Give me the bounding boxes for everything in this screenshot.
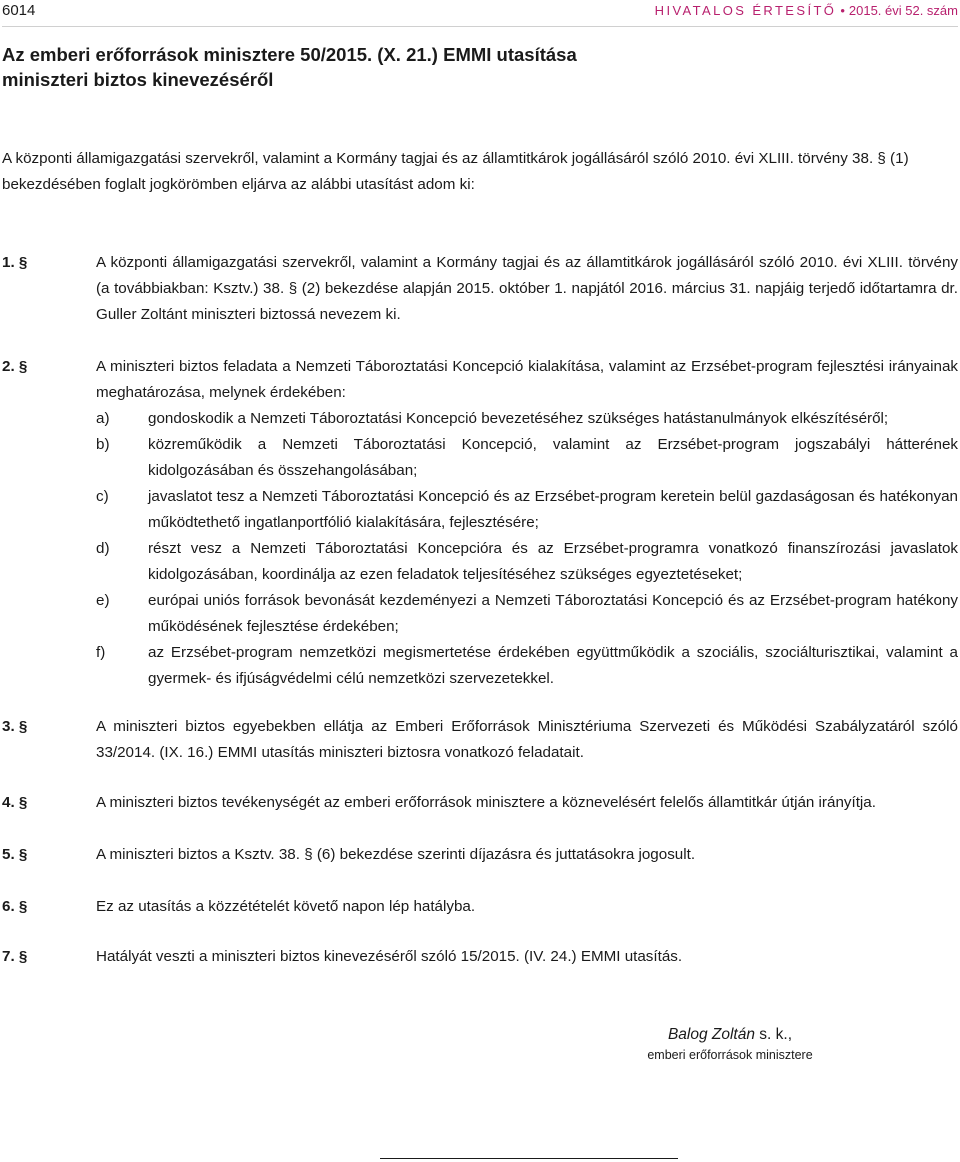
point-letter: d)	[96, 540, 110, 557]
section-number: 4. §	[2, 794, 28, 811]
journal-name: HIVATALOS ÉRTESÍTŐ	[654, 3, 837, 18]
point-letter: b)	[96, 436, 110, 453]
title-line-1: Az emberi erőforrások minisztere 50/2015. (X. 21.) EMMI utasítása	[2, 44, 577, 65]
point-letter: f)	[96, 644, 106, 661]
point-f	[96, 640, 958, 692]
point-letter: a)	[96, 410, 110, 427]
header-separator: •	[840, 3, 845, 18]
page-header	[2, 0, 958, 27]
section-number: 2. §	[2, 358, 28, 375]
title-line-2: miniszteri biztos kinevezéséről	[2, 69, 274, 90]
document-title	[2, 42, 702, 92]
section-number: 1. §	[2, 254, 28, 271]
point-text: gondoskodik a Nemzeti Táboroztatási Koncepció bevezetéséhez szükséges hatástanulmányok elkészítéséről;	[148, 410, 889, 427]
section-4	[2, 790, 958, 816]
page-number: 6014	[2, 2, 36, 19]
section-text: A miniszteri biztos feladata a Nemzeti Táboroztatási Koncepció kialakítása, valamint az Erzsébet-program fejlesztési irányainak meghatározása, melynek érdekében:	[96, 358, 958, 401]
point-letter: c)	[96, 488, 109, 505]
point-text: közreműködik a Nemzeti Táboroztatási Koncepció, valamint az Erzsébet-program jogszabályi hátterének kidolgozásában és összehangolásában;	[148, 436, 958, 479]
section-text: Ez az utasítás a közzétételét követő napon lép hatályba.	[96, 898, 476, 915]
point-d	[96, 536, 958, 588]
point-c	[96, 484, 958, 536]
point-e	[96, 588, 958, 640]
section-number: 6. §	[2, 898, 28, 915]
section-5	[2, 842, 958, 868]
section-3	[2, 714, 958, 766]
point-text: részt vesz a Nemzeti Táboroztatási Koncepcióra és az Erzsébet-programra vonatkozó finanszírozási javaslatok kidolgozásában, koordinálja az ezen feladatok teljesítéséhez szükséges egyeztetéseket;	[148, 540, 958, 583]
signature-name-line	[560, 1026, 900, 1044]
signature-suffix: s. k.,	[754, 1026, 793, 1043]
footnote-divider	[380, 1158, 678, 1159]
point-letter: e)	[96, 592, 110, 609]
section-text: A miniszteri biztos egyebekben ellátja az Emberi Erőforrások Minisztériuma Szervezeti és Működési Szabályzatáról szóló 33/2014. (IX. 16.) EMMI utasítás miniszteri biztosra vonatkozó feladatait.	[96, 718, 958, 761]
point-text: európai uniós források bevonását kezdeményezi a Nemzeti Táboroztatási Koncepció és az Erzsébet-program hatékony működésének fejlesztése érdekében;	[148, 592, 958, 635]
point-a	[96, 406, 958, 432]
journal-info	[655, 3, 958, 18]
section-number: 5. §	[2, 846, 28, 863]
section-7	[2, 944, 958, 970]
section-6	[2, 894, 958, 920]
section-2	[2, 354, 958, 692]
section-number: 3. §	[2, 718, 28, 735]
section-number: 7. §	[2, 948, 28, 965]
signatory-name: Balog Zoltán	[667, 1026, 755, 1043]
point-text: az Erzsébet-program nemzetközi megismertetése érdekében együttműködik a szociális, szociálturisztikai, valamint a gyermek- és ifjúságvédelmi célú nemzetközi szervezetekkel.	[148, 644, 958, 687]
preamble: A központi államigazgatási szervekről, valamint a Kormány tagjai és az államtitkárok jogállásáról szóló 2010. évi XLIII. törvény 38. § (1) bekezdésében foglalt jogkörömben eljárva az alábbi utasítást adom ki:	[2, 150, 909, 193]
point-b	[96, 432, 958, 484]
issue-number: 2015. évi 52. szám	[848, 3, 958, 18]
section-1	[2, 250, 958, 328]
signatory-role: emberi erőforrások minisztere	[647, 1048, 813, 1062]
section-text: A központi államigazgatási szervekről, valamint a Kormány tagjai és az államtitkárok jogállásáról szóló 2010. évi XLIII. törvény (a továbbiakban: Ksztv.) 38. § (2) bekezdése alapján 2015. október 1. napjától 2016. március 31. napjáig terjedő időtartamra dr. Guller Zoltánt miniszteri biztossá nevezem ki.	[96, 254, 958, 323]
section-text: Hatályát veszti a miniszteri biztos kinevezéséről szóló 15/2015. (IV. 24.) EMMI utasítás.	[96, 948, 683, 965]
section-text: A miniszteri biztos tevékenységét az emberi erőforrások minisztere a köznevelésért felelős államtitkár útján irányítja.	[96, 794, 876, 811]
point-text: javaslatot tesz a Nemzeti Táboroztatási Koncepció és az Erzsébet-program keretein belül gazdaságosan és hatékonyan működtethető ingatlanportfólió kialakítására, fejlesztésére;	[148, 488, 958, 531]
section-text: A miniszteri biztos a Ksztv. 38. § (6) bekezdése szerinti díjazásra és juttatásokra jogosult.	[96, 846, 696, 863]
